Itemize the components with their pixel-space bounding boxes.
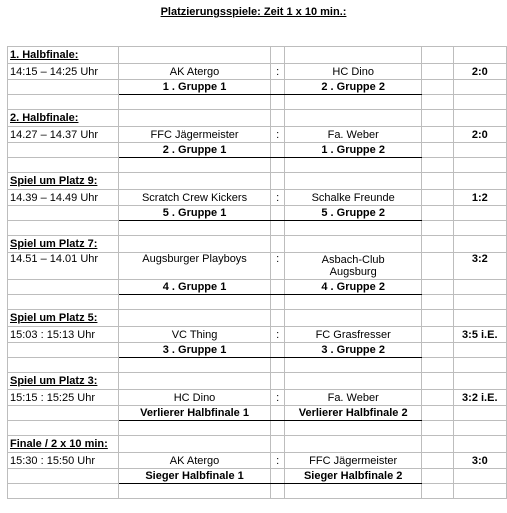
- team-away: Fa. Weber: [285, 390, 421, 406]
- away-seed: Verlierer Halbfinale 2: [285, 406, 421, 421]
- match-score: 3:5 i.E.: [453, 327, 506, 343]
- match-score: 1:2: [453, 190, 506, 206]
- away-seed: 5 . Gruppe 2: [285, 206, 421, 221]
- section-title: Spiel um Platz 7:: [8, 236, 119, 253]
- match-score: 3:2: [453, 253, 506, 280]
- vs-separator: :: [270, 327, 285, 343]
- match-time: 15:15 : 15:25 Uhr: [8, 390, 119, 406]
- team-home: Scratch Crew Kickers: [119, 190, 270, 206]
- group-row: [8, 469, 507, 484]
- team-home: HC Dino: [119, 390, 270, 406]
- section-title: 1. Halbfinale:: [8, 47, 119, 64]
- match-time: 14:15 – 14:25 Uhr: [8, 64, 119, 80]
- vs-separator: :: [270, 64, 285, 80]
- match-row: [8, 127, 507, 143]
- match-time: 14.39 – 14.49 Uhr: [8, 190, 119, 206]
- spacer-row: [8, 484, 507, 499]
- match-row: [8, 327, 507, 343]
- spacer-row: [8, 421, 507, 436]
- group-row: [8, 343, 507, 358]
- section-title: Finale / 2 x 10 min:: [8, 436, 119, 453]
- away-seed: 3 . Gruppe 2: [285, 343, 421, 358]
- away-seed: 1 . Gruppe 2: [285, 143, 421, 158]
- section-title: Spiel um Platz 9:: [8, 173, 119, 190]
- vs-separator: :: [270, 390, 285, 406]
- group-row: [8, 406, 507, 421]
- team-home: VC Thing: [119, 327, 270, 343]
- spacer-row: [8, 158, 507, 173]
- spacer-row: [8, 95, 507, 110]
- team-home: AK Atergo: [119, 64, 270, 80]
- vs-separator: :: [270, 253, 285, 280]
- home-seed: 5 . Gruppe 1: [119, 206, 270, 221]
- team-away: Fa. Weber: [285, 127, 421, 143]
- team-away: [285, 253, 421, 280]
- team-away: FC Grasfresser: [285, 327, 421, 343]
- spacer-row: [8, 358, 507, 373]
- team-away: HC Dino: [285, 64, 421, 80]
- home-seed: 3 . Gruppe 1: [119, 343, 270, 358]
- match-row: [8, 453, 507, 469]
- team-home: AK Atergo: [119, 453, 270, 469]
- section-header-row: [8, 236, 507, 253]
- section-header-row: [8, 373, 507, 390]
- group-row: [8, 206, 507, 221]
- vs-separator: :: [270, 127, 285, 143]
- away-seed: 4 . Gruppe 2: [285, 280, 421, 295]
- group-row: [8, 80, 507, 95]
- schedule-table: [7, 46, 507, 499]
- match-score: 3:2 i.E.: [453, 390, 506, 406]
- team-away: FFC Jägermeister: [285, 453, 421, 469]
- home-seed: Verlierer Halbfinale 1: [119, 406, 270, 421]
- spacer-row: [8, 221, 507, 236]
- match-time: 14.27 – 14.37 Uhr: [8, 127, 119, 143]
- team-away-line1: Asbach-Club: [321, 254, 385, 266]
- section-header-row: [8, 436, 507, 453]
- vs-separator: :: [270, 190, 285, 206]
- match-row: [8, 190, 507, 206]
- match-score: 3:0: [453, 453, 506, 469]
- home-seed: 1 . Gruppe 1: [119, 80, 270, 95]
- section-title: 2. Halbfinale:: [8, 110, 119, 127]
- section-header-row: [8, 173, 507, 190]
- section-header-row: [8, 47, 507, 64]
- spacer-row: [8, 295, 507, 310]
- home-seed: Sieger Halbfinale 1: [119, 469, 270, 484]
- page-title: Platzierungsspiele: Zeit 1 x 10 min.:: [160, 6, 347, 18]
- match-score: 2:0: [453, 127, 506, 143]
- home-seed: 2 . Gruppe 1: [119, 143, 270, 158]
- vs-separator: :: [270, 453, 285, 469]
- section-title: Spiel um Platz 5:: [8, 310, 119, 327]
- match-score: 2:0: [453, 64, 506, 80]
- team-away: Schalke Freunde: [285, 190, 421, 206]
- home-seed: 4 . Gruppe 1: [119, 280, 270, 295]
- match-time: 15:03 : 15:13 Uhr: [8, 327, 119, 343]
- match-time: 14.51 – 14.01 Uhr: [8, 253, 119, 280]
- team-home: FFC Jägermeister: [119, 127, 270, 143]
- group-row: [8, 143, 507, 158]
- match-row: [8, 253, 507, 280]
- match-row: [8, 64, 507, 80]
- section-title: Spiel um Platz 3:: [8, 373, 119, 390]
- match-row: [8, 390, 507, 406]
- team-away-line2: Augsburg: [329, 266, 377, 278]
- match-time: 15:30 : 15:50 Uhr: [8, 453, 119, 469]
- away-seed: 2 . Gruppe 2: [285, 80, 421, 95]
- team-home: Augsburger Playboys: [119, 253, 270, 280]
- group-row: [8, 280, 507, 295]
- away-seed: Sieger Halbfinale 2: [285, 469, 421, 484]
- section-header-row: [8, 110, 507, 127]
- section-header-row: [8, 310, 507, 327]
